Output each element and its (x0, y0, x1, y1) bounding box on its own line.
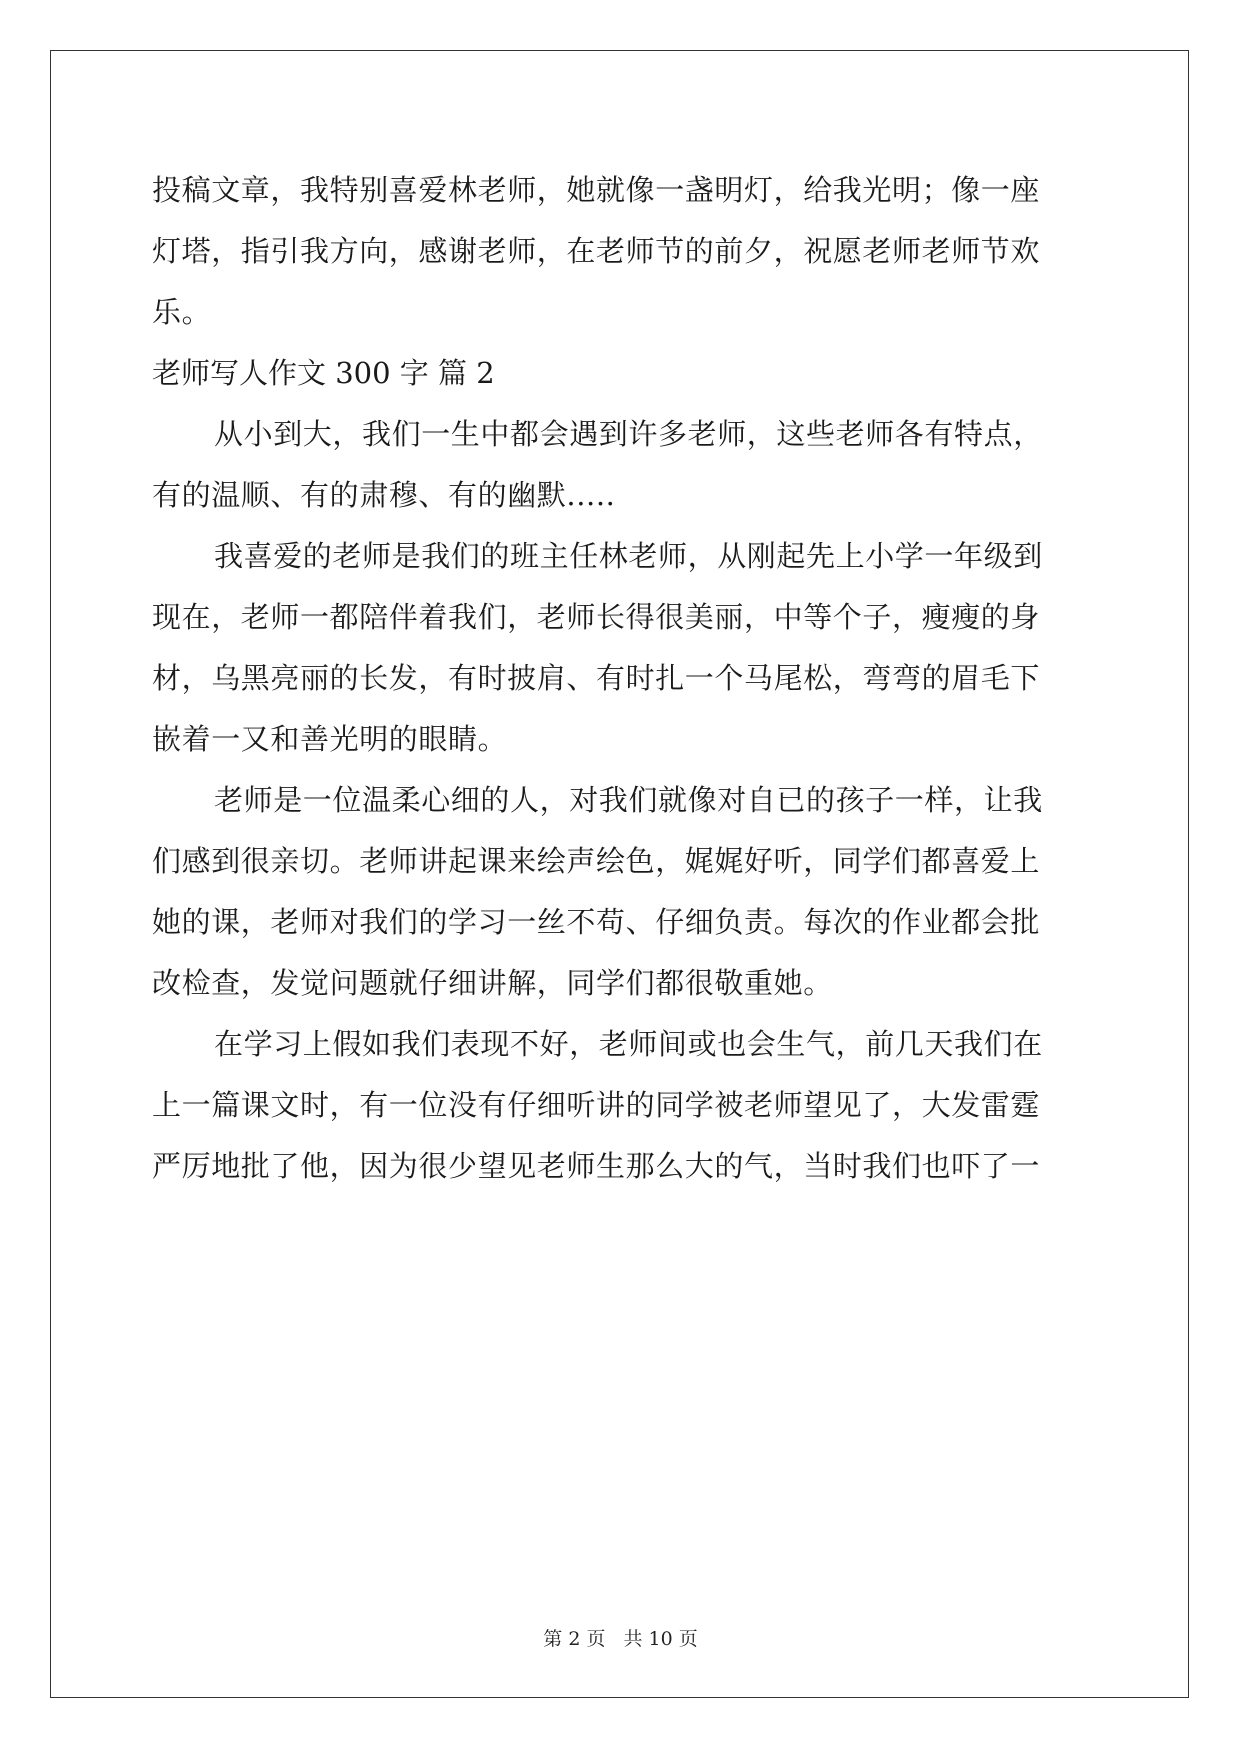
text-line: 投稿文章，我特别喜爱林老师，她就像一盏明灯，给我光明；像一座 (152, 173, 1041, 207)
document-body (152, 160, 1087, 1197)
text-line: 现在，老师一都陪伴着我们，老师长得很美丽，中等个子，瘦瘦的身 (152, 600, 1041, 634)
page-footer (0, 1624, 1241, 1651)
page-number: 第 2 页 (543, 1628, 606, 1650)
paragraph-first-line: 老师是一位温柔心细的人，对我们就像对自已的孩子一样，让我 (214, 783, 1043, 817)
paragraph-first-line: 在学习上假如我们表现不好，老师间或也会生气，前几天我们在 (214, 1027, 1043, 1061)
text-line: 严厉地批了他，因为很少望见老师生那么大的气，当时我们也吓了一 (152, 1149, 1041, 1183)
text-line: 乐。 (152, 295, 212, 329)
text-line: 改检查，发觉问题就仔细讲解，同学们都很敬重她。 (152, 966, 833, 1000)
text-line: 们感到很亲切。老师讲起课来绘声绘色，娓娓好听，同学们都喜爱上 (152, 844, 1041, 878)
section-heading: 老师写人作文 300 字 篇 2 (152, 356, 495, 390)
text-line: 灯塔，指引我方向，感谢老师，在老师节的前夕，祝愿老师老师节欢 (152, 234, 1041, 268)
page-total: 共 10 页 (623, 1628, 698, 1650)
text-line: 她的课，老师对我们的学习一丝不苟、仔细负责。每次的作业都会批 (152, 905, 1041, 939)
text-line: 上一篇课文时，有一位没有仔细听讲的同学被老师望见了，大发雷霆 (152, 1088, 1041, 1122)
text-line: 有的温顺、有的肃穆、有的幽默..... (152, 478, 616, 512)
text-line: 材，乌黑亮丽的长发，有时披肩、有时扎一个马尾松，弯弯的眉毛下 (152, 661, 1041, 695)
text-line: 嵌着一又和善光明的眼睛。 (152, 722, 508, 756)
paragraph-first-line: 从小到大，我们一生中都会遇到许多老师，这些老师各有特点， (214, 417, 1043, 451)
paragraph-first-line: 我喜爱的老师是我们的班主任林老师，从刚起先上小学一年级到 (214, 539, 1043, 573)
